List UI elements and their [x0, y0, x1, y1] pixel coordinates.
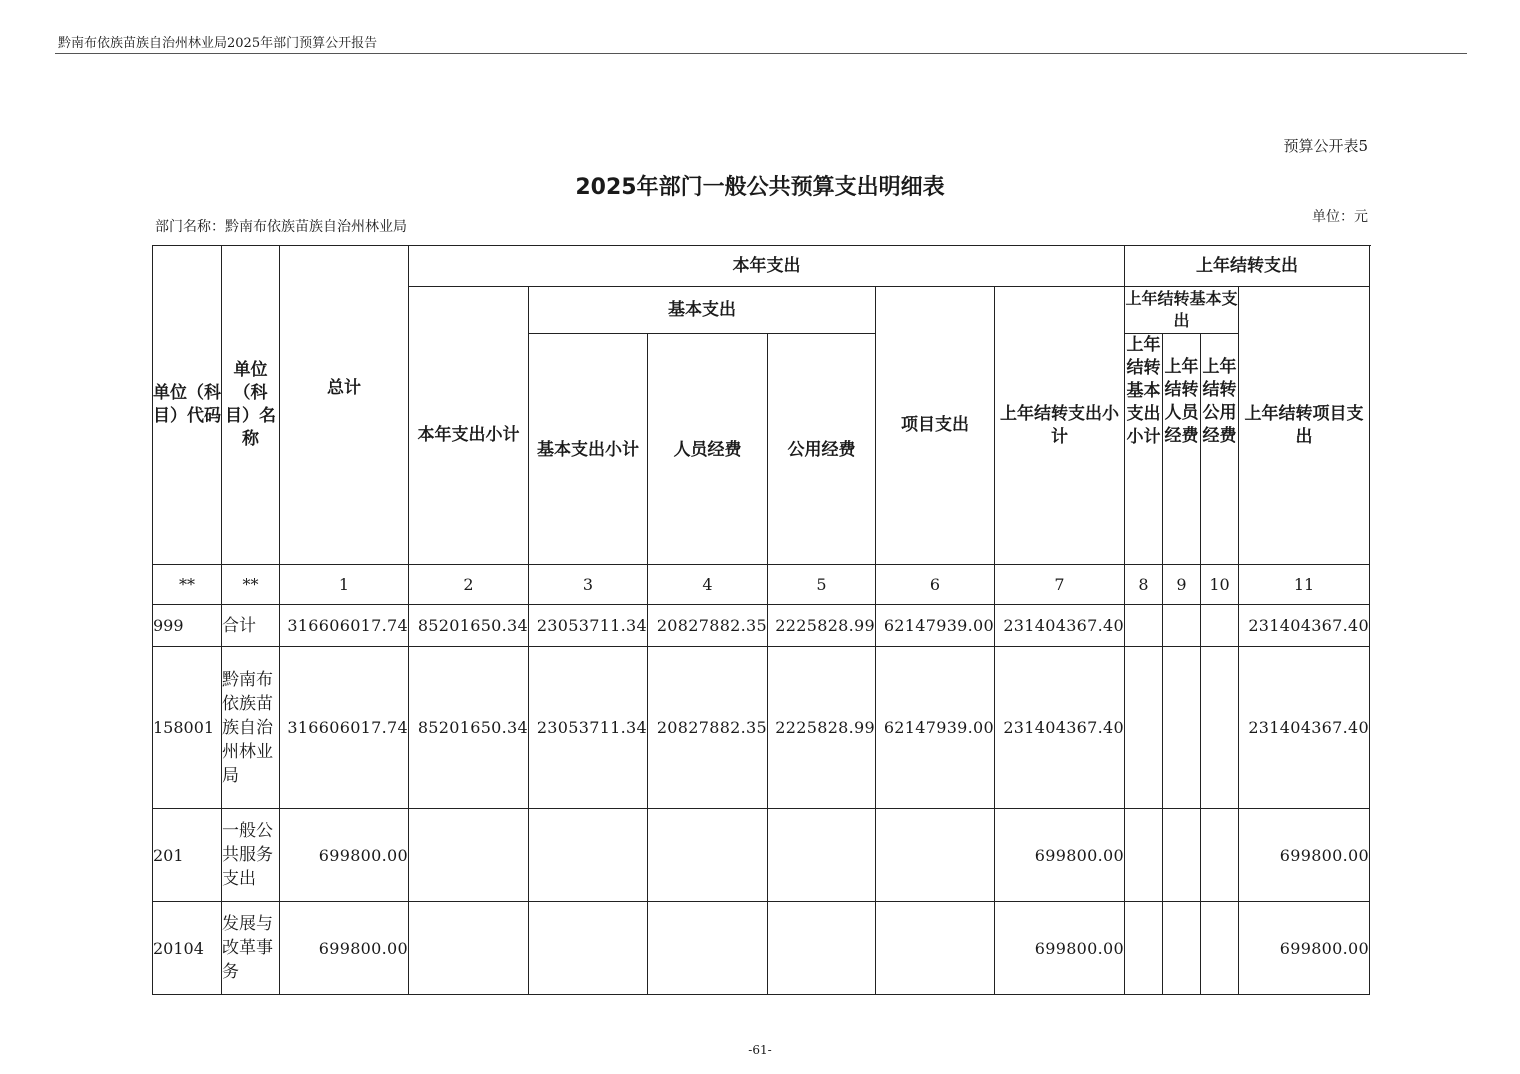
header-code: 单位（科目）代码	[153, 246, 222, 565]
cell-personnel	[648, 809, 768, 902]
cell-name: 合计	[222, 605, 280, 647]
cell-prior-project: 231404367.40	[1239, 605, 1370, 647]
header-public: 公用经费	[768, 334, 876, 565]
header-current-year: 本年支出	[409, 246, 1125, 287]
cell-public: 2225828.99	[768, 605, 876, 647]
cell-total: 699800.00	[280, 809, 409, 902]
header-prior-personnel: 上年结转人员经费	[1163, 334, 1201, 565]
cell-prior-basic-subtotal	[1125, 902, 1163, 995]
table-row	[153, 902, 1370, 995]
cell-code: 158001	[153, 647, 222, 809]
cell-prior-basic-subtotal	[1125, 809, 1163, 902]
running-header: 黔南布依族苗族自治州林业局2025年部门预算公开报告	[58, 36, 378, 51]
cell-prior-project: 231404367.40	[1239, 647, 1370, 809]
cell-name: 黔南布依族苗族自治州林业局	[222, 647, 280, 809]
table-row	[153, 647, 1370, 809]
header-personnel: 人员经费	[648, 334, 768, 565]
cell-current-subtotal	[409, 809, 529, 902]
cell-prior-subtotal: 231404367.40	[995, 605, 1125, 647]
cell-prior-personnel	[1163, 902, 1201, 995]
cell-project: 62147939.00	[876, 647, 995, 809]
cell-prior-public	[1201, 605, 1239, 647]
cell-prior-public	[1201, 809, 1239, 902]
index-cell: 6	[876, 565, 995, 605]
cell-prior-basic-subtotal	[1125, 605, 1163, 647]
cell-total: 699800.00	[280, 902, 409, 995]
index-row	[153, 565, 1370, 605]
cell-prior-personnel	[1163, 605, 1201, 647]
department-name: 部门名称：黔南布依族苗族自治州林业局	[155, 219, 407, 235]
cell-prior-public	[1201, 902, 1239, 995]
index-cell: 5	[768, 565, 876, 605]
cell-name: 发展与改革事务	[222, 902, 280, 995]
page-number: -61-	[748, 1043, 772, 1057]
cell-prior-personnel	[1163, 647, 1201, 809]
index-cell: 10	[1201, 565, 1239, 605]
header-current-subtotal: 本年支出小计	[409, 287, 529, 565]
cell-code: 20104	[153, 902, 222, 995]
header-basic-subtotal: 基本支出小计	[529, 334, 648, 565]
cell-prior-project: 699800.00	[1239, 809, 1370, 902]
cell-project	[876, 902, 995, 995]
header-prior-project: 上年结转项目支出	[1239, 287, 1370, 565]
cell-prior-project: 699800.00	[1239, 902, 1370, 995]
cell-current-subtotal	[409, 902, 529, 995]
cell-personnel	[648, 902, 768, 995]
header-project: 项目支出	[876, 287, 995, 565]
cell-prior-basic-subtotal	[1125, 647, 1163, 809]
header-prior-basic: 上年结转基本支出	[1125, 287, 1239, 334]
currency-unit: 单位：元	[1312, 209, 1368, 225]
header-prior-year: 上年结转支出	[1125, 246, 1370, 287]
cell-name: 一般公共服务支出	[222, 809, 280, 902]
cell-public: 2225828.99	[768, 647, 876, 809]
cell-public	[768, 902, 876, 995]
cell-basic-subtotal: 23053711.34	[529, 605, 648, 647]
cell-personnel: 20827882.35	[648, 605, 768, 647]
header-name: 单位（科目）名称	[222, 246, 280, 565]
header-prior-public: 上年结转公用经费	[1201, 334, 1239, 565]
cell-prior-subtotal: 699800.00	[995, 809, 1125, 902]
index-cell: 7	[995, 565, 1125, 605]
index-cell: 1	[280, 565, 409, 605]
cell-public	[768, 809, 876, 902]
index-cell: 11	[1239, 565, 1370, 605]
cell-project: 62147939.00	[876, 605, 995, 647]
cell-prior-public	[1201, 647, 1239, 809]
index-cell: **	[153, 565, 222, 605]
cell-prior-subtotal: 231404367.40	[995, 647, 1125, 809]
header-basic: 基本支出	[529, 287, 876, 334]
header-total: 总计	[280, 246, 409, 565]
cell-basic-subtotal	[529, 902, 648, 995]
cell-current-subtotal: 85201650.34	[409, 647, 529, 809]
index-cell: 4	[648, 565, 768, 605]
page-title: 2025年部门一般公共预算支出明细表	[575, 175, 945, 200]
header-prior-subtotal: 上年结转支出小计	[995, 287, 1125, 565]
index-cell: 8	[1125, 565, 1163, 605]
cell-code: 201	[153, 809, 222, 902]
cell-project	[876, 809, 995, 902]
table-row	[153, 809, 1370, 902]
cell-code: 999	[153, 605, 222, 647]
index-cell: **	[222, 565, 280, 605]
index-cell: 2	[409, 565, 529, 605]
header-prior-basic-subtotal: 上年结转基本支出小计	[1125, 334, 1163, 565]
cell-total: 316606017.74	[280, 605, 409, 647]
table-row	[153, 605, 1370, 647]
budget-table	[152, 245, 1370, 995]
cell-basic-subtotal	[529, 809, 648, 902]
form-number: 预算公开表5	[1283, 137, 1368, 155]
index-cell: 3	[529, 565, 648, 605]
cell-basic-subtotal: 23053711.34	[529, 647, 648, 809]
index-cell: 9	[1163, 565, 1201, 605]
cell-prior-subtotal: 699800.00	[995, 902, 1125, 995]
header-rule	[55, 53, 1467, 54]
cell-current-subtotal: 85201650.34	[409, 605, 529, 647]
cell-prior-personnel	[1163, 809, 1201, 902]
cell-personnel: 20827882.35	[648, 647, 768, 809]
cell-total: 316606017.74	[280, 647, 409, 809]
